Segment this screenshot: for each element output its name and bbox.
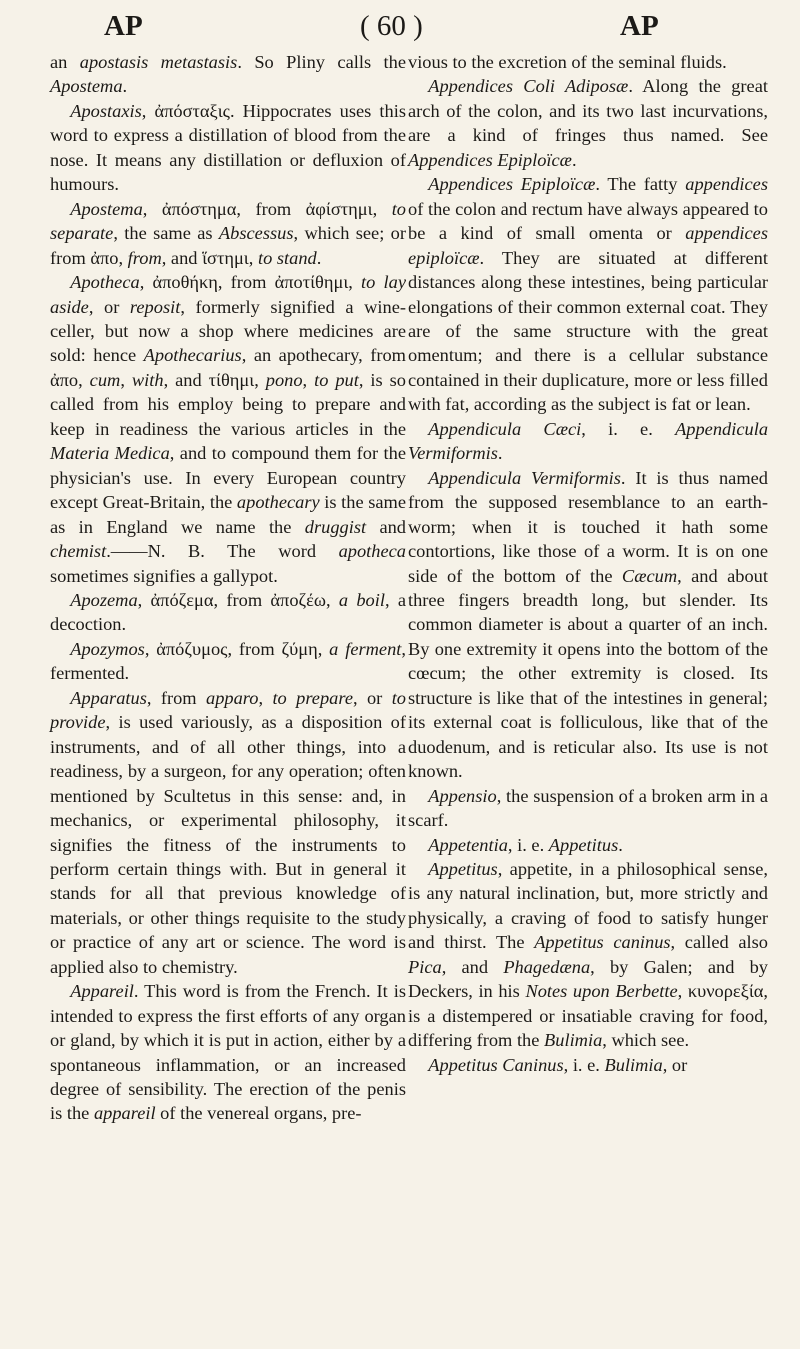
headword-or-italic-term: Apothecarius [143,345,242,366]
left-column [50,50,406,1126]
headword-or-italic-term: pono [265,369,303,390]
text-run: , is so called from his employ being to prepare and keep in readiness the various articles in the [50,369,406,439]
entry-paragraph [408,50,768,74]
text-run: , [258,687,273,708]
headword-or-italic-term: Phagedæna [503,956,591,977]
headword-or-italic-term: apparo [206,687,259,708]
text-run: , and τίθημι, [163,369,266,390]
headword-or-italic-term: Appetitus caninus [534,932,671,953]
entry-appareil [50,979,406,1126]
text-run: , ἀπόσταξις. Hippocrates uses this word to express a distillation of blood from the nose. It means any distillation or defluxion of humours. [50,100,406,195]
entry-appendices-coli-adiposae [408,74,768,172]
text-run: , the suspension of a broken arm in a scarf. [408,785,768,831]
headword-or-italic-term: cum [89,369,121,390]
text-run: . [316,247,322,268]
text-run: of the venereal organs, pre- [155,1103,362,1124]
headword-or-italic-term: to put [314,369,359,390]
entry-apparatus [50,686,406,979]
text-run: and [366,516,406,537]
headword-or-italic-term: Appendices Coli Adiposæ [428,76,629,97]
text-run: , κυνορεξία, is a distempered or insatiable craving for food, differing from the [408,981,768,1051]
text-run: vious to the excretion of the seminal fluids. [408,52,727,72]
headword-or-italic-term: Appendicula Cæci [428,418,582,439]
headword-or-italic-term: Pica [408,956,442,977]
headword-or-italic-term: Apostema [70,198,143,219]
text-run: , i. e. [563,1054,605,1075]
text-run: , [120,369,132,390]
text-run: .——N. B. The word [106,541,339,562]
text-run: . [618,834,623,855]
headword-or-italic-term: from [127,247,162,268]
text-run: , from [146,687,206,708]
text-run: . They are situated at different distances along these intestines, being particular elongations of their common external coat. They are of the same structure with the great omentum; and there is a cellular substance contained in their duplicature, more or less filled with fat, according as the subject is fat or lean. [408,247,768,415]
headword-or-italic-term: Appendicula Vermiformis [428,467,621,488]
headword-or-italic-term: to lay aside [50,272,406,317]
headword-or-italic-term: Abscessus [218,223,294,244]
text-run: is the same as in England we name the [50,492,406,537]
page-number: ( 60 ) [360,10,423,42]
text-run: , or [88,296,130,317]
text-run: . [571,149,577,170]
text-run: . [497,443,503,464]
text-run: . [122,76,128,97]
entry-apostaxis [50,99,406,197]
text-run: , and [441,956,504,977]
text-run: of the colon and rectum have always appeared to be a kind of small omenta or [408,198,768,244]
headword-or-italic-term: apotheca [338,541,406,562]
headword-or-italic-term: Apostaxis [70,100,142,121]
text-run: , i. e. [581,418,676,439]
headword-or-italic-term: to prepare [272,687,353,708]
headword-or-italic-term: Appensio [428,785,497,806]
header-right-guideword: AP [620,10,659,42]
headword-or-italic-term: Appetitus [428,858,498,879]
headword-or-italic-term: Apparatus [70,687,147,708]
headword-or-italic-term: Notes upon Berbette [525,981,678,1002]
entry-apozema [50,588,406,637]
header-left-guideword: AP [104,10,143,42]
text-run: , by Galen; and by Deckers, in his [408,956,768,1002]
text-run: an [50,52,80,72]
entry-apotheca [50,270,406,588]
headword-or-italic-term: apostasis metastasis [79,52,238,72]
running-header [0,10,800,50]
text-run: . This word is from the French. It is intended to express the first efforts of any organ or gland, by which it is put in action, either by a spontaneous inflammation, or an increased degree of sensibility. The erection of the penis is the [50,981,406,1124]
entry-paragraph [50,50,406,99]
headword-or-italic-term: Materia Medica [50,443,170,464]
entry-appendicula-vermiformis [408,466,768,784]
headword-or-italic-term: Apotheca [70,272,140,293]
text-run: , which see; or from ἀπο, [50,223,407,268]
entry-appetitus [408,857,768,1053]
text-run: , which see. [602,1030,690,1051]
text-run: , ἀπόζυμος, from ζύμη, [144,638,330,659]
headword-or-italic-term: Appendices Epiploïcæ [408,149,572,170]
headword-or-italic-term: a boil [338,589,385,610]
headword-or-italic-term: Appendicula Vermiformis [408,418,769,464]
headword-or-italic-term: druggist [304,516,367,537]
text-run: . The fatty [595,174,686,195]
text-run: , or [353,687,392,708]
text-run: sometimes signifies a gallypot. [50,565,278,586]
text-run: , ἀπόστημα, from ἀφίστημι, [142,198,392,219]
headword-or-italic-term: Appetitus [548,834,619,855]
headword-or-italic-term: to separate [50,198,406,244]
entry-apozymos [50,637,406,686]
text-run: , fermented. [50,638,406,684]
text-run: , formerly signified a wine-celler, but now a shop where medicines are sold: hence [50,296,406,366]
text-run: , [302,369,315,390]
entry-appendicula-caeci [408,417,768,466]
headword-or-italic-term: Bulimia [604,1054,663,1075]
text-run: , is used variously, as a disposition of instruments, and of all other things, into a readiness, by a surgeon, for any operation; often mentioned by Scultetus in this sense: and, in mechanics, or experimental philosophy, it signifies the fitness of the instruments to perform certain things with. But in general it stands for all that previous knowledge of materials, or other things requisite to the study or practice of any art or science. The word is applied also to chemistry. [50,712,406,977]
headword-or-italic-term: Cæcum [621,565,678,586]
headword-or-italic-term: to provide [50,687,406,733]
text-run: , called also [670,932,768,953]
headword-or-italic-term: appendices epiploïcæ [408,223,768,268]
text-run: , appetite, in a philosophical sense, is any natural inclination, but, more strictly and physically, a craving of food to satisfy hunger and thirst. The [408,858,768,953]
headword-or-italic-term: Appendices Epiploïcæ [428,174,596,195]
text-run: , a decoction. [50,589,406,635]
text-run: , or [662,1054,688,1075]
headword-or-italic-term: Apozema [70,589,138,610]
headword-or-italic-term: Appetitus Caninus [428,1054,564,1075]
right-column [408,50,768,1077]
text-run: , and ἵστημι, [161,247,258,268]
text-run: , and to compound them for the physician's use. In every European country except Great-Britain, the [50,443,406,513]
text-run: . Along the great arch of the colon, and its two last incurvations, are a kind of fringes thus named. See [408,76,768,146]
text-run: , i. e. [507,834,549,855]
headword-or-italic-term: Appetentia [428,834,508,855]
text-run: , the same as [113,223,219,244]
headword-or-italic-term: to stand [257,247,317,268]
headword-or-italic-term: appendices [685,174,768,195]
entry-appendices-epiploicae [408,172,768,417]
headword-or-italic-term: with [131,369,164,390]
headword-or-italic-term: Apozymos [70,638,145,659]
headword-or-italic-term: apothecary [236,492,320,513]
text-run: , ἀποθήκη, from ἀποτίθημι, [139,272,362,293]
headword-or-italic-term: a ferment [329,638,402,659]
text-run: . It is thus named from the supposed resemblance to an earth-worm; when it is touched it hath some contortions, like those of a worm. It is on one side of the bottom of the [408,467,768,586]
headword-or-italic-term: appareil [93,1103,156,1124]
entry-appetitus-caninus [408,1053,768,1077]
entry-apostema [50,197,406,270]
headword-or-italic-term: Appareil [70,981,134,1002]
text-run: , an apothecary, from ἀπο, [50,345,406,390]
headword-or-italic-term: Bulimia [544,1030,603,1051]
headword-or-italic-term: Apostema [50,76,123,97]
entry-appetentia [408,833,768,857]
text-run: , and about three fingers breadth long, but slender. Its common diameter is about a quarter of an inch. By one extremity it opens into the bottom of the cœcum; the other extremity is closed. Its structure is like that of the intestines in general; its external coat is folliculous, like that of the duodenum, and is reticular also. Its use is not known. [408,565,768,782]
text-run: . So Pliny calls the [237,52,407,72]
entry-appensio [408,784,768,833]
text-run: , ἀπόζεμα, from ἀποζέω, [137,589,339,610]
headword-or-italic-term: chemist [50,541,107,562]
headword-or-italic-term: reposit [129,296,181,317]
